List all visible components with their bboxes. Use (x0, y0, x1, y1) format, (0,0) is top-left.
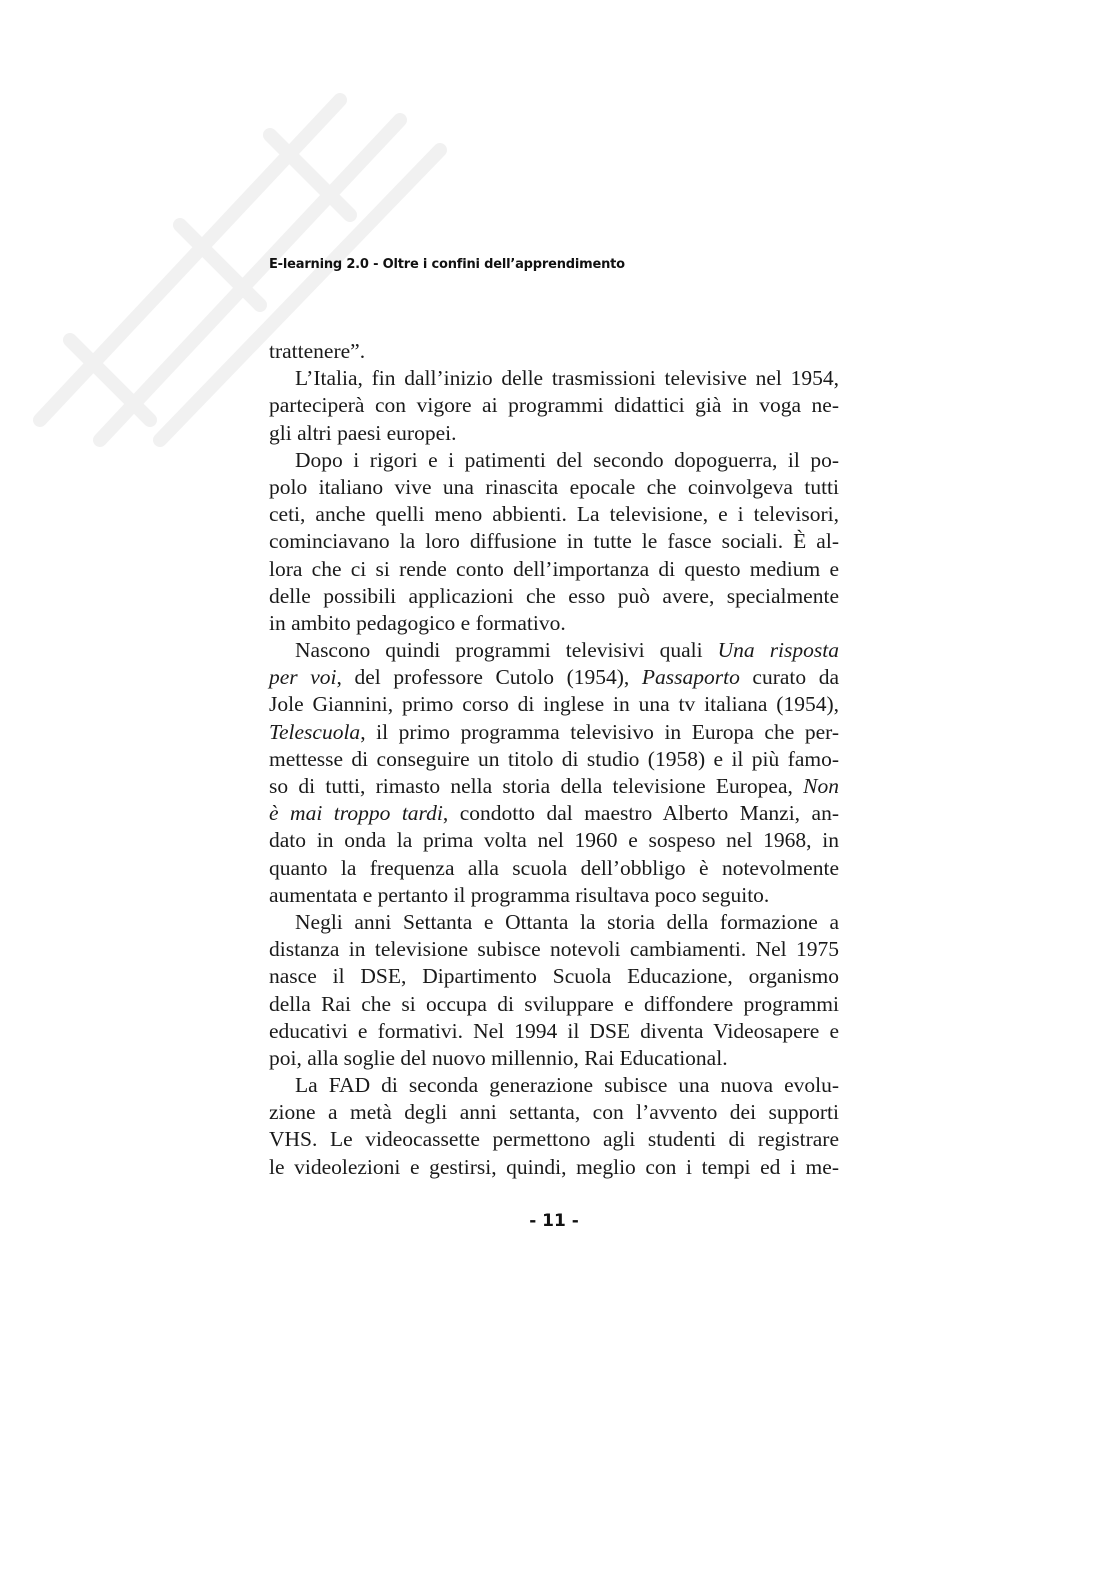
body-text (269, 338, 839, 1181)
text-line: polo italiano vive una rinascita epocale che coinvolgeva tutti (269, 474, 839, 499)
text-line: gli altri paesi europei. (269, 420, 457, 445)
paragraph (269, 1072, 839, 1181)
paragraph (269, 909, 839, 1072)
italic-title: Una risposta (717, 638, 839, 663)
text-line: della Rai che si occupa di sviluppare e diffondere programmi (269, 991, 839, 1016)
paragraph (269, 637, 839, 909)
text-line: trattenere”. (269, 339, 366, 363)
text-line: Jole Giannini, primo corso di inglese in una tv italiana (1954), (269, 692, 839, 717)
text-line: Negli anni Settanta e Ottanta la storia della formazione a (295, 909, 839, 934)
italic-title: Passaporto (641, 665, 740, 690)
text-line: educativi e formativi. Nel 1994 il DSE diventa Videosapere e (269, 1018, 839, 1043)
text-line: per voi, del professore Cutolo (1954), Passaporto curato da (269, 665, 840, 690)
italic-title: è mai troppo tardi (269, 801, 443, 826)
text-line: è mai troppo tardi, condotto dal maestro Alberto Manzi, an- (269, 801, 839, 826)
text-line: parteciperà con vigore ai programmi didattici già in voga ne- (269, 393, 839, 418)
text-line: cominciavano la loro diffusione in tutte le fasce sociali. È al- (269, 529, 839, 554)
text-line: lora che ci si rende conto dell’importanza di questo medium e (269, 556, 839, 581)
text-line: aumentata e pertanto il programma risultava poco seguito. (269, 882, 770, 907)
text-line: dato in onda la prima volta nel 1960 e sospeso nel 1968, in (269, 828, 839, 853)
text-line: so di tutti, rimasto nella storia della televisione Europea, Non (269, 774, 839, 798)
italic-title: Telescuola (269, 719, 361, 744)
text-line: nasce il DSE, Dipartimento Scuola Educazione, organismo (269, 964, 839, 989)
page-number: - 11 - (529, 1211, 579, 1231)
text-line: zione a metà degli anni settanta, con l’avvento dei supporti (269, 1100, 839, 1125)
paragraph (269, 365, 839, 447)
text-line: Nascono quindi programmi televisivi quali Una risposta (295, 638, 839, 663)
italic-title: Non (803, 774, 839, 798)
text-line: distanza in televisione subisce notevoli cambiamenti. Nel 1975 (269, 937, 839, 962)
italic-title: per voi (269, 665, 337, 690)
text-line: mettesse di conseguire un titolo di studio (1958) e il più famo- (269, 746, 839, 771)
text-line: Dopo i rigori e i patimenti del secondo dopoguerra, il po- (295, 447, 839, 472)
text-line: in ambito pedagogico e formativo. (269, 610, 566, 635)
running-head: E-learning 2.0 - Oltre i confini dell’apprendimento (269, 257, 625, 272)
paragraph (269, 447, 839, 637)
text-line: Telescuola, il primo programma televisivo in Europa che per- (269, 719, 839, 744)
text-line: VHS. Le videocassette permettono agli studenti di registrare (269, 1127, 839, 1152)
text-line: L’Italia, fin dall’inizio delle trasmissioni televisive nel 1954, (295, 366, 839, 391)
text-line: La FAD di seconda generazione subisce una nuova evolu- (295, 1073, 839, 1098)
text-line: le videolezioni e gestirsi, quindi, meglio con i tempi ed i me- (269, 1154, 839, 1179)
paragraph (269, 338, 839, 365)
text-line: ceti, anche quelli meno abbienti. La televisione, e i televisori, (269, 502, 839, 527)
text-line: delle possibili applicazioni che esso può avere, specialmente (269, 583, 839, 608)
text-line: poi, alla soglie del nuovo millennio, Rai Educational. (269, 1045, 728, 1070)
text-line: quanto la frequenza alla scuola dell’obbligo è notevolmente (269, 855, 839, 880)
